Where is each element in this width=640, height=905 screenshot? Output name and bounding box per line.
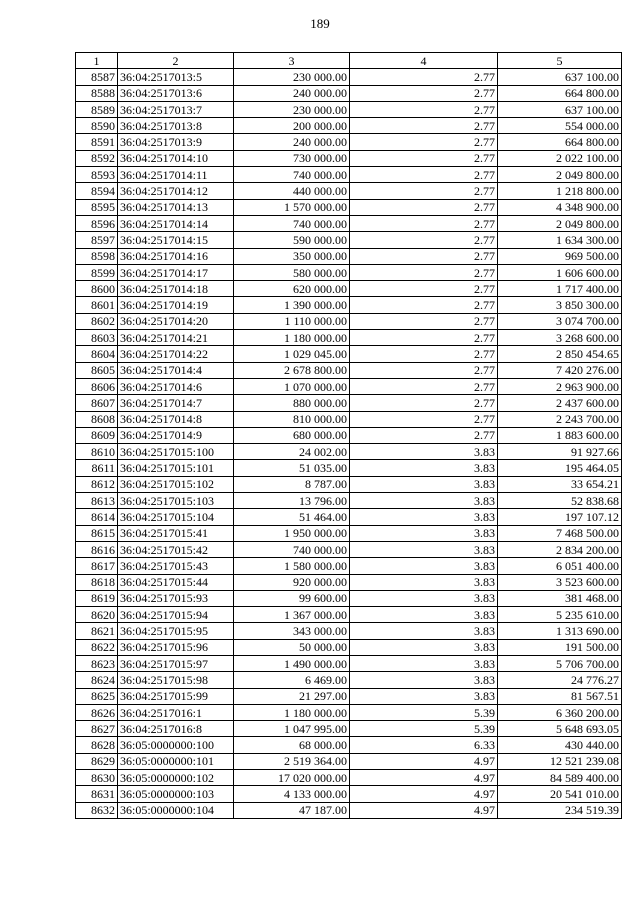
- cadastral-value: 580 000.00: [234, 264, 350, 280]
- table-row: [76, 672, 622, 688]
- cadastral-value: 343 000.00: [234, 623, 350, 639]
- cadastral-number: 36:04:2517014:21: [118, 330, 234, 346]
- result-value: 2 437 600.00: [498, 395, 622, 411]
- cadastral-number: 36:04:2517014:11: [118, 167, 234, 183]
- row-number: 8607: [76, 395, 118, 411]
- result-value: 2 049 800.00: [498, 215, 622, 231]
- cadastral-value: 99 600.00: [234, 590, 350, 606]
- row-number: 8618: [76, 574, 118, 590]
- cadastral-value: 1 570 000.00: [234, 199, 350, 215]
- page-number: 189: [310, 16, 330, 31]
- row-number: 8591: [76, 134, 118, 150]
- cadastral-value: 1 390 000.00: [234, 297, 350, 313]
- row-number: 8632: [76, 802, 118, 818]
- result-value: 554 000.00: [498, 118, 622, 134]
- table-row: [76, 395, 622, 411]
- cadastral-value: 810 000.00: [234, 411, 350, 427]
- column-header-3: 3: [234, 53, 350, 69]
- result-value: 195 464.05: [498, 460, 622, 476]
- result-value: 6 051 400.00: [498, 558, 622, 574]
- column-header-1: 1: [76, 53, 118, 69]
- header-row: [76, 53, 622, 69]
- row-number: 8624: [76, 672, 118, 688]
- table-row: [76, 69, 622, 85]
- row-number: 8631: [76, 786, 118, 802]
- cadastral-value: 51 464.00: [234, 509, 350, 525]
- cadastral-number: 36:04:2517014:4: [118, 362, 234, 378]
- cadastral-number: 36:04:2517013:9: [118, 134, 234, 150]
- result-value: 1 634 300.00: [498, 232, 622, 248]
- row-number: 8598: [76, 248, 118, 264]
- cadastral-number: 36:04:2517015:100: [118, 444, 234, 460]
- table-header: [76, 53, 622, 69]
- table-row: [76, 118, 622, 134]
- rate-value: 2.77: [350, 248, 498, 264]
- row-number: 8625: [76, 688, 118, 704]
- rate-value: 5.39: [350, 721, 498, 737]
- table-row: [76, 411, 622, 427]
- cadastral-number: 36:04:2517014:15: [118, 232, 234, 248]
- table-row: [76, 623, 622, 639]
- rate-value: 2.77: [350, 395, 498, 411]
- cadastral-number: 36:04:2517015:102: [118, 476, 234, 492]
- table-row: [76, 297, 622, 313]
- cadastral-value: 1 367 000.00: [234, 607, 350, 623]
- cadastral-number: 36:04:2517015:96: [118, 639, 234, 655]
- cadastral-number: 36:05:0000000:104: [118, 802, 234, 818]
- cadastral-value: 880 000.00: [234, 395, 350, 411]
- rate-value: 3.83: [350, 607, 498, 623]
- rate-value: 2.77: [350, 118, 498, 134]
- row-number: 8622: [76, 639, 118, 655]
- table-row: [76, 85, 622, 101]
- row-number: 8596: [76, 215, 118, 231]
- row-number: 8594: [76, 183, 118, 199]
- table-row: [76, 248, 622, 264]
- table-row: [76, 770, 622, 786]
- cadastral-number: 36:04:2517014:14: [118, 215, 234, 231]
- row-number: 8593: [76, 167, 118, 183]
- cadastral-value: 1 180 000.00: [234, 704, 350, 720]
- result-value: 3 850 300.00: [498, 297, 622, 313]
- result-value: 664 800.00: [498, 85, 622, 101]
- cadastral-value: 350 000.00: [234, 248, 350, 264]
- rate-value: 3.83: [350, 460, 498, 476]
- cadastral-value: 740 000.00: [234, 541, 350, 557]
- table-row: [76, 541, 622, 557]
- cadastral-value: 4 133 000.00: [234, 786, 350, 802]
- cadastral-number: 36:04:2517014:19: [118, 297, 234, 313]
- table-row: [76, 704, 622, 720]
- table-row: [76, 313, 622, 329]
- rate-value: 2.77: [350, 264, 498, 280]
- result-value: 6 360 200.00: [498, 704, 622, 720]
- cadastral-number: 36:04:2517015:93: [118, 590, 234, 606]
- row-number: 8592: [76, 150, 118, 166]
- result-value: 84 589 400.00: [498, 770, 622, 786]
- table-row: [76, 688, 622, 704]
- result-value: 3 523 600.00: [498, 574, 622, 590]
- row-number: 8628: [76, 737, 118, 753]
- row-number: 8619: [76, 590, 118, 606]
- result-value: 5 235 610.00: [498, 607, 622, 623]
- table-row: [76, 574, 622, 590]
- result-value: 1 218 800.00: [498, 183, 622, 199]
- rate-value: 2.77: [350, 183, 498, 199]
- cadastral-value: 2 519 364.00: [234, 753, 350, 769]
- result-value: 7 468 500.00: [498, 525, 622, 541]
- cadastral-number: 36:05:0000000:102: [118, 770, 234, 786]
- table-row: [76, 362, 622, 378]
- cadastral-value: 240 000.00: [234, 134, 350, 150]
- table-row: [76, 199, 622, 215]
- table-row: [76, 753, 622, 769]
- result-value: 4 348 900.00: [498, 199, 622, 215]
- cadastral-value: 1 490 000.00: [234, 655, 350, 671]
- table-row: [76, 558, 622, 574]
- cadastral-value: 680 000.00: [234, 427, 350, 443]
- cadastral-value: 1 047 995.00: [234, 721, 350, 737]
- result-value: 1 606 600.00: [498, 264, 622, 280]
- table-row: [76, 525, 622, 541]
- cadastral-value: 13 796.00: [234, 493, 350, 509]
- result-value: 637 100.00: [498, 69, 622, 85]
- rate-value: 5.39: [350, 704, 498, 720]
- row-number: 8600: [76, 281, 118, 297]
- cadastral-value: 8 787.00: [234, 476, 350, 492]
- cadastral-number: 36:04:2517014:13: [118, 199, 234, 215]
- result-value: 20 541 010.00: [498, 786, 622, 802]
- cadastral-value: 51 035.00: [234, 460, 350, 476]
- cadastral-value: 17 020 000.00: [234, 770, 350, 786]
- cadastral-number: 36:04:2517016:8: [118, 721, 234, 737]
- cadastral-value: 21 297.00: [234, 688, 350, 704]
- table-row: [76, 493, 622, 509]
- rate-value: 2.77: [350, 297, 498, 313]
- table-row: [76, 150, 622, 166]
- table-row: [76, 264, 622, 280]
- cadastral-value: 50 000.00: [234, 639, 350, 655]
- row-number: 8615: [76, 525, 118, 541]
- cadastral-number: 36:04:2517013:5: [118, 69, 234, 85]
- table-body: [76, 69, 622, 819]
- result-value: 52 838.68: [498, 493, 622, 509]
- rate-value: 4.97: [350, 802, 498, 818]
- cadastral-number: 36:04:2517016:1: [118, 704, 234, 720]
- rate-value: 3.83: [350, 558, 498, 574]
- table-row: [76, 590, 622, 606]
- cadastral-number: 36:04:2517014:7: [118, 395, 234, 411]
- result-value: 91 927.66: [498, 444, 622, 460]
- table-row: [76, 167, 622, 183]
- cadastral-value: 1 580 000.00: [234, 558, 350, 574]
- cadastral-number: 36:04:2517014:8: [118, 411, 234, 427]
- cadastral-number: 36:04:2517015:103: [118, 493, 234, 509]
- rate-value: 2.77: [350, 85, 498, 101]
- rate-value: 3.83: [350, 639, 498, 655]
- row-number: 8617: [76, 558, 118, 574]
- rate-value: 3.83: [350, 444, 498, 460]
- cadastral-value: 230 000.00: [234, 69, 350, 85]
- cadastral-number: 36:04:2517015:98: [118, 672, 234, 688]
- rate-value: 3.83: [350, 590, 498, 606]
- row-number: 8627: [76, 721, 118, 737]
- rate-value: 2.77: [350, 167, 498, 183]
- table-row: [76, 232, 622, 248]
- rate-value: 2.77: [350, 427, 498, 443]
- rate-value: 4.97: [350, 770, 498, 786]
- table-row: [76, 607, 622, 623]
- row-number: 8587: [76, 69, 118, 85]
- row-number: 8621: [76, 623, 118, 639]
- rate-value: 2.77: [350, 215, 498, 231]
- cadastral-value: 200 000.00: [234, 118, 350, 134]
- row-number: 8599: [76, 264, 118, 280]
- rate-value: 2.77: [350, 101, 498, 117]
- result-value: 12 521 239.08: [498, 753, 622, 769]
- table-row: [76, 134, 622, 150]
- rate-value: 2.77: [350, 330, 498, 346]
- rate-value: 3.83: [350, 672, 498, 688]
- result-value: 7 420 276.00: [498, 362, 622, 378]
- result-value: 3 074 700.00: [498, 313, 622, 329]
- rate-value: 3.83: [350, 541, 498, 557]
- cadastral-number: 36:04:2517014:10: [118, 150, 234, 166]
- cadastral-number: 36:04:2517015:104: [118, 509, 234, 525]
- cadastral-value: 590 000.00: [234, 232, 350, 248]
- row-number: 8623: [76, 655, 118, 671]
- cadastral-number: 36:05:0000000:103: [118, 786, 234, 802]
- cadastral-number: 36:04:2517013:6: [118, 85, 234, 101]
- result-value: 1 883 600.00: [498, 427, 622, 443]
- rate-value: 2.77: [350, 346, 498, 362]
- row-number: 8626: [76, 704, 118, 720]
- row-number: 8612: [76, 476, 118, 492]
- result-value: 664 800.00: [498, 134, 622, 150]
- rate-value: 2.77: [350, 150, 498, 166]
- result-value: 234 519.39: [498, 802, 622, 818]
- cadastral-number: 36:04:2517013:7: [118, 101, 234, 117]
- cadastral-value: 1 950 000.00: [234, 525, 350, 541]
- row-number: 8602: [76, 313, 118, 329]
- row-number: 8589: [76, 101, 118, 117]
- result-value: 969 500.00: [498, 248, 622, 264]
- row-number: 8629: [76, 753, 118, 769]
- row-number: 8601: [76, 297, 118, 313]
- table-row: [76, 346, 622, 362]
- rate-value: 2.77: [350, 362, 498, 378]
- row-number: 8620: [76, 607, 118, 623]
- rate-value: 4.97: [350, 753, 498, 769]
- cadastral-number: 36:04:2517014:16: [118, 248, 234, 264]
- cadastral-value: 920 000.00: [234, 574, 350, 590]
- table-row: [76, 281, 622, 297]
- rate-value: 3.83: [350, 623, 498, 639]
- cadastral-number: 36:04:2517013:8: [118, 118, 234, 134]
- row-number: 8611: [76, 460, 118, 476]
- result-value: 5 706 700.00: [498, 655, 622, 671]
- result-value: 430 440.00: [498, 737, 622, 753]
- cadastral-value: 6 469.00: [234, 672, 350, 688]
- cadastral-value: 620 000.00: [234, 281, 350, 297]
- row-number: 8595: [76, 199, 118, 215]
- rate-value: 2.77: [350, 411, 498, 427]
- cadastral-number: 36:04:2517015:44: [118, 574, 234, 590]
- result-value: 2 049 800.00: [498, 167, 622, 183]
- cadastral-number: 36:04:2517015:99: [118, 688, 234, 704]
- column-header-4: 4: [350, 53, 498, 69]
- row-number: 8630: [76, 770, 118, 786]
- row-number: 8610: [76, 444, 118, 460]
- table-row: [76, 509, 622, 525]
- cadastral-number: 36:05:0000000:100: [118, 737, 234, 753]
- result-value: 381 468.00: [498, 590, 622, 606]
- row-number: 8605: [76, 362, 118, 378]
- result-value: 197 107.12: [498, 509, 622, 525]
- cadastral-number: 36:04:2517014:6: [118, 378, 234, 394]
- cadastral-value: 24 002.00: [234, 444, 350, 460]
- cadastral-number: 36:04:2517015:41: [118, 525, 234, 541]
- cadastral-value: 1 180 000.00: [234, 330, 350, 346]
- cadastral-number: 36:04:2517015:95: [118, 623, 234, 639]
- table-row: [76, 215, 622, 231]
- table-row: [76, 737, 622, 753]
- cadastral-number: 36:04:2517015:42: [118, 541, 234, 557]
- rate-value: 2.77: [350, 313, 498, 329]
- rate-value: 2.77: [350, 281, 498, 297]
- row-number: 8606: [76, 378, 118, 394]
- row-number: 8608: [76, 411, 118, 427]
- cadastral-value: 2 678 800.00: [234, 362, 350, 378]
- result-value: 637 100.00: [498, 101, 622, 117]
- cadastral-number: 36:04:2517014:17: [118, 264, 234, 280]
- cadastral-number: 36:04:2517015:43: [118, 558, 234, 574]
- table-row: [76, 639, 622, 655]
- cadastral-number: 36:04:2517014:12: [118, 183, 234, 199]
- cadastral-value: 740 000.00: [234, 167, 350, 183]
- cadastral-number: 36:04:2517014:9: [118, 427, 234, 443]
- result-value: 81 567.51: [498, 688, 622, 704]
- rate-value: 3.83: [350, 525, 498, 541]
- row-number: 8597: [76, 232, 118, 248]
- row-number: 8609: [76, 427, 118, 443]
- table-row: [76, 802, 622, 818]
- table-row: [76, 786, 622, 802]
- rate-value: 3.83: [350, 476, 498, 492]
- row-number: 8588: [76, 85, 118, 101]
- result-value: 2 963 900.00: [498, 378, 622, 394]
- cadastral-number: 36:04:2517015:97: [118, 655, 234, 671]
- rate-value: 6.33: [350, 737, 498, 753]
- rate-value: 3.83: [350, 688, 498, 704]
- row-number: 8590: [76, 118, 118, 134]
- table-row: [76, 655, 622, 671]
- rate-value: 2.77: [350, 232, 498, 248]
- cadastral-value: 1 110 000.00: [234, 313, 350, 329]
- row-number: 8614: [76, 509, 118, 525]
- cadastral-value: 730 000.00: [234, 150, 350, 166]
- column-header-5: 5: [498, 53, 622, 69]
- rate-value: 2.77: [350, 134, 498, 150]
- row-number: 8613: [76, 493, 118, 509]
- table-row: [76, 427, 622, 443]
- cadastral-value: 1 070 000.00: [234, 378, 350, 394]
- cadastral-value-table: [75, 52, 622, 819]
- row-number: 8616: [76, 541, 118, 557]
- table-row: [76, 183, 622, 199]
- cadastral-value: 68 000.00: [234, 737, 350, 753]
- rate-value: 2.77: [350, 378, 498, 394]
- rate-value: 3.83: [350, 655, 498, 671]
- table-row: [76, 721, 622, 737]
- result-value: 2 243 700.00: [498, 411, 622, 427]
- table-row: [76, 378, 622, 394]
- result-value: 1 313 690.00: [498, 623, 622, 639]
- table-row: [76, 330, 622, 346]
- table-row: [76, 460, 622, 476]
- result-value: 191 500.00: [498, 639, 622, 655]
- row-number: 8604: [76, 346, 118, 362]
- cadastral-number: 36:04:2517014:22: [118, 346, 234, 362]
- result-value: 1 717 400.00: [498, 281, 622, 297]
- result-value: 3 268 600.00: [498, 330, 622, 346]
- table-row: [76, 101, 622, 117]
- rate-value: 4.97: [350, 786, 498, 802]
- result-value: 24 776.27: [498, 672, 622, 688]
- row-number: 8603: [76, 330, 118, 346]
- rate-value: 2.77: [350, 69, 498, 85]
- result-value: 2 834 200.00: [498, 541, 622, 557]
- cadastral-value: 740 000.00: [234, 215, 350, 231]
- result-value: 5 648 693.05: [498, 721, 622, 737]
- cadastral-value: 240 000.00: [234, 85, 350, 101]
- rate-value: 3.83: [350, 574, 498, 590]
- cadastral-number: 36:05:0000000:101: [118, 753, 234, 769]
- cadastral-number: 36:04:2517014:18: [118, 281, 234, 297]
- table-row: [76, 444, 622, 460]
- rate-value: 3.83: [350, 509, 498, 525]
- cadastral-value: 230 000.00: [234, 101, 350, 117]
- cadastral-number: 36:04:2517014:20: [118, 313, 234, 329]
- result-value: 33 654.21: [498, 476, 622, 492]
- cadastral-number: 36:04:2517015:94: [118, 607, 234, 623]
- result-value: 2 850 454.65: [498, 346, 622, 362]
- rate-value: 3.83: [350, 493, 498, 509]
- cadastral-value: 1 029 045.00: [234, 346, 350, 362]
- cadastral-value: 47 187.00: [234, 802, 350, 818]
- column-header-2: 2: [118, 53, 234, 69]
- cadastral-number: 36:04:2517015:101: [118, 460, 234, 476]
- cadastral-value: 440 000.00: [234, 183, 350, 199]
- rate-value: 2.77: [350, 199, 498, 215]
- result-value: 2 022 100.00: [498, 150, 622, 166]
- table-row: [76, 476, 622, 492]
